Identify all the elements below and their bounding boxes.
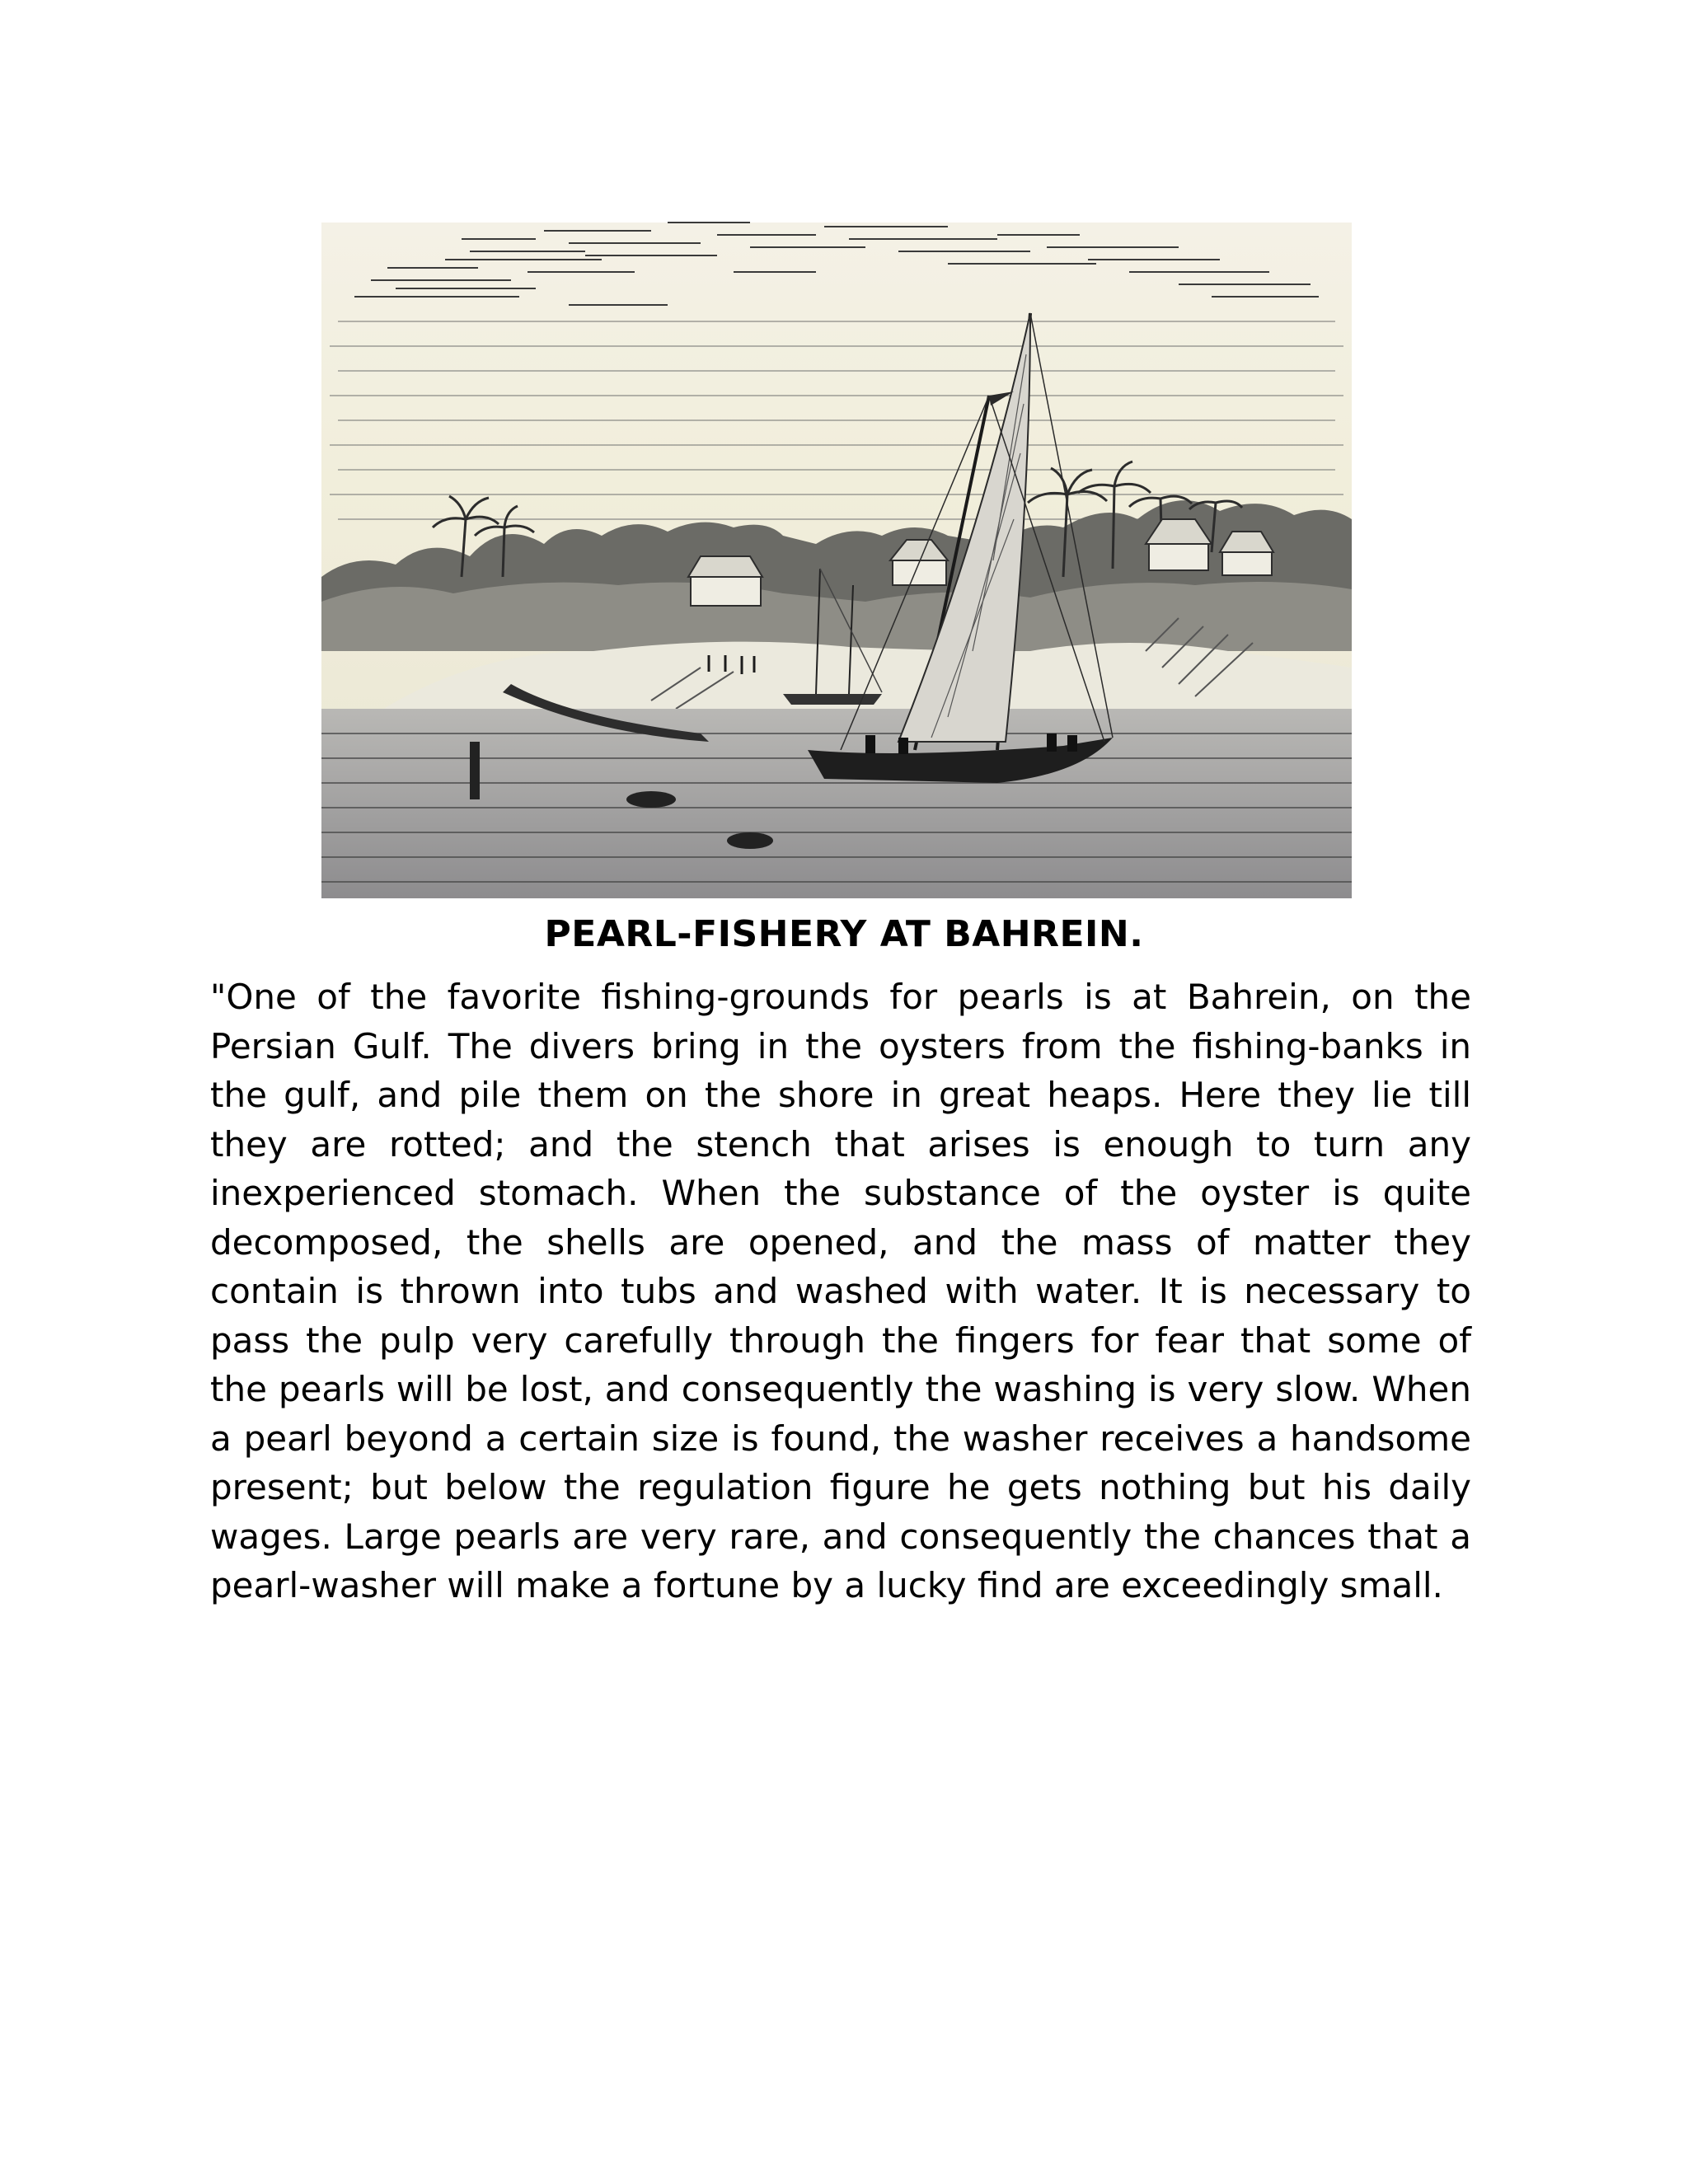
body-paragraph: "One of the favorite fishing-grounds for pearls is at Bahrein, on the Persian Gulf. The divers bring in the oysters from the fishing-banks in the gulf, and pile them on the shore in great heaps. Here they lie till they are rotted; and the stench that arises is enough to turn any inexperienced stomach. When the substance of the oyster is quite decomposed, the shells are opened, and the mass of matter they contain is thrown into tubs and washed with water. It is necessary to pass the pulp very carefully through the fingers for fear that some of the pearls will be lost, and consequently the washing is very slow. When a pearl beyond a certain size is found, the washer receives a handsome present; but below the regulation figure he gets nothing but his daily wages. Large pearls are very rare, and consequently the chances that a pearl-washer will make a fortune by a lucky find are exceedingly small.: [210, 977, 1471, 1605]
illustration-caption: PEARL-FISHERY AT BAHREIN.: [544, 913, 1144, 955]
mooring-post: [470, 742, 480, 799]
diver: [727, 832, 773, 849]
pearl-fishery-illustration: [321, 190, 1352, 898]
diver: [626, 791, 676, 808]
water: [321, 709, 1352, 898]
